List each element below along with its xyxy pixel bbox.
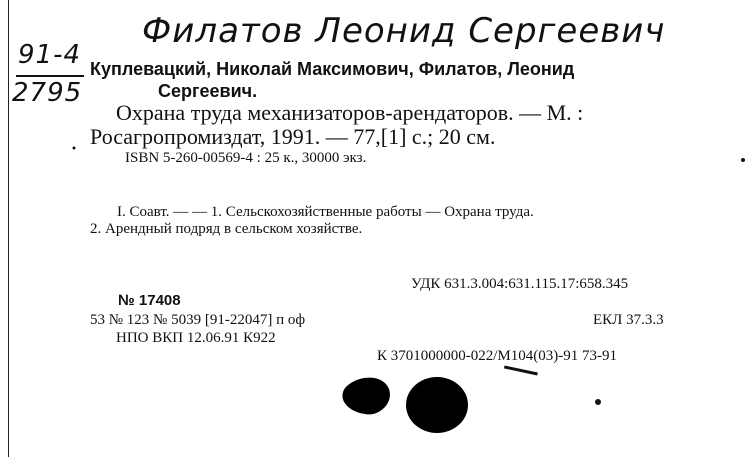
ink-blot-splash — [342, 378, 389, 415]
handwritten-shelf-code-bottom: 2795 — [12, 78, 83, 108]
k-code: К 3701000000-022/М104(03)-91 73-91 — [377, 348, 617, 364]
udk-code: УДК 631.3.004:631.115.17:658.345 — [411, 276, 629, 292]
tracings-line1: I. Соавт. — — 1. Сельскохозяйственные работы — Охрана труда. — [117, 204, 534, 220]
ink-speck-3 — [741, 158, 745, 162]
handwritten-author: Филатов Леонид Сергеевич — [142, 11, 666, 51]
isbn-line: ISBN 5-260-00569-4 : 25 к., 30000 экз. — [125, 150, 367, 166]
record-number: № 17408 — [118, 292, 181, 309]
ink-blot-large — [406, 377, 468, 433]
publication-line: Росагропромиздат, 1991. — 77,[1] с.; 20 см. — [90, 124, 496, 149]
ekl-code: ЕКЛ 37.3.3 — [593, 312, 664, 328]
heading-authors-cont: Сергеевич. — [158, 81, 258, 101]
npo-line: НПО ВКП 12.06.91 К922 — [116, 330, 276, 346]
title-line: Охрана труда механизаторов-арендаторов. — М. : — [116, 100, 584, 125]
handwritten-shelf-code-top: 91-4 — [18, 40, 82, 70]
order-line: 53 № 123 № 5039 [91-22047] п оф — [90, 312, 306, 328]
ink-speck-4 — [73, 147, 76, 150]
ink-speck-2 — [595, 399, 601, 405]
ink-speck-1 — [504, 365, 538, 375]
heading-authors: Куплевацкий, Николай Максимович, Филатов, Леонид — [90, 59, 575, 79]
tracings-line2: 2. Арендный подряд в сельском хозяйстве. — [90, 221, 363, 237]
